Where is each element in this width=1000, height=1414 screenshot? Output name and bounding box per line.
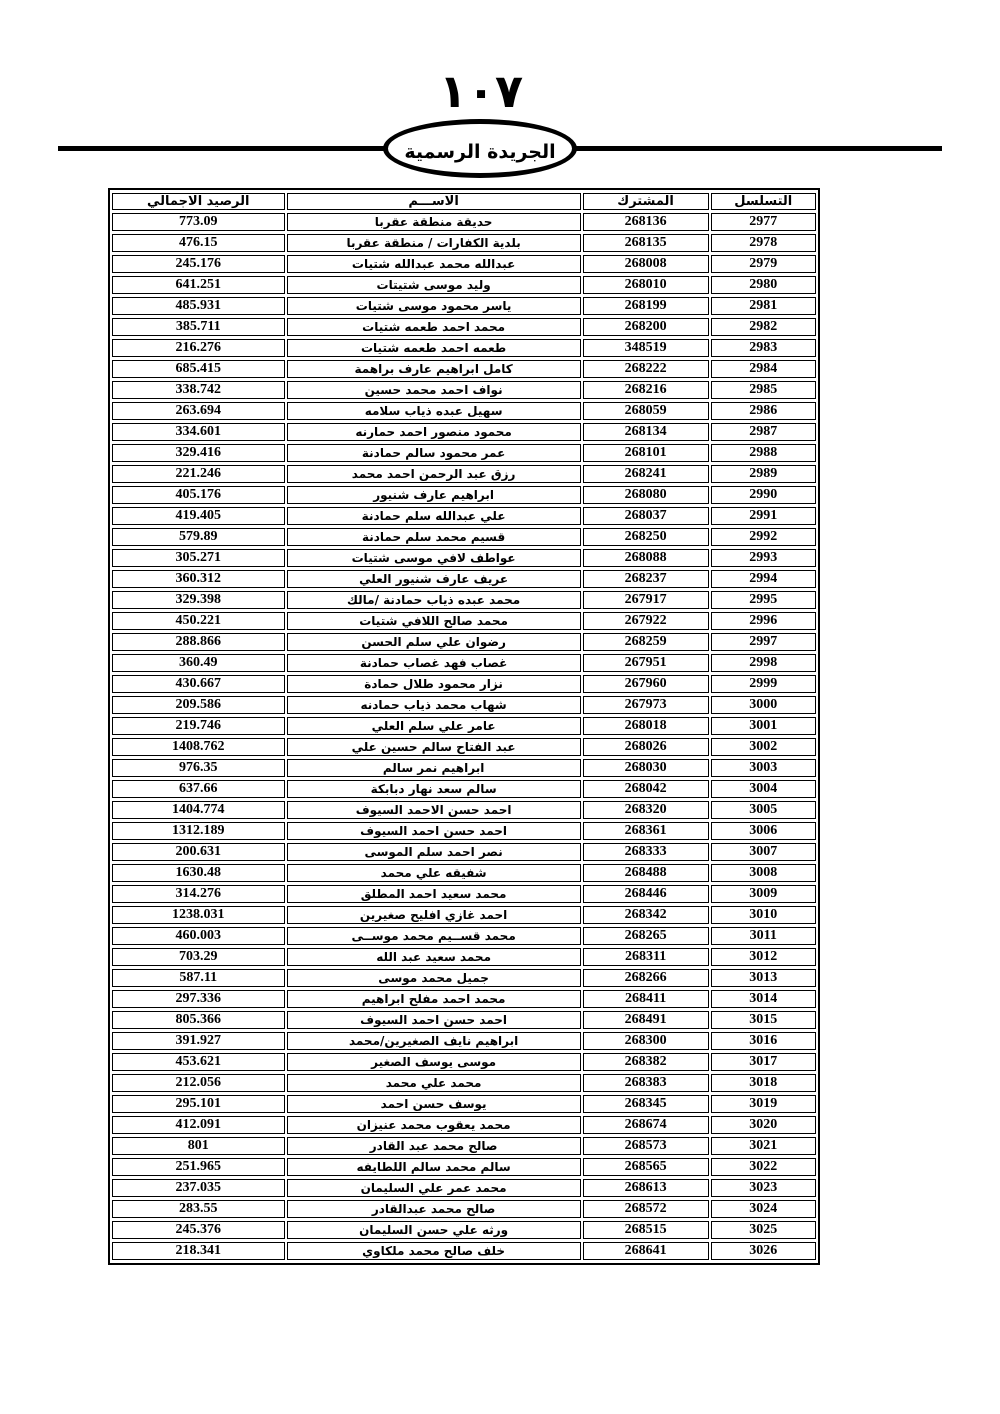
balance-cell: 801	[112, 1137, 285, 1155]
table-row	[112, 570, 816, 588]
serial-cell: 2998	[711, 654, 817, 672]
serial-cell: 3008	[711, 864, 817, 882]
balance-cell: 283.55	[112, 1200, 285, 1218]
table-row	[112, 738, 816, 756]
balance-cell: 221.246	[112, 465, 285, 483]
table-row	[112, 1158, 816, 1176]
name-cell: نواف احمد محمد حسين	[287, 381, 581, 399]
name-cell: احمد حسن احمد السيوف	[287, 1011, 581, 1029]
subscriber-cell: 268200	[583, 318, 709, 336]
subscriber-cell: 268342	[583, 906, 709, 924]
serial-cell: 2987	[711, 423, 817, 441]
serial-cell: 2986	[711, 402, 817, 420]
table-row	[112, 507, 816, 525]
subscriber-cell: 268266	[583, 969, 709, 987]
serial-cell: 3012	[711, 948, 817, 966]
serial-cell: 3007	[711, 843, 817, 861]
balance-cell: 412.091	[112, 1116, 285, 1134]
name-cell: ورثه علي حسن السليمان	[287, 1221, 581, 1239]
name-cell: سالم محمد سالم اللطايفه	[287, 1158, 581, 1176]
serial-cell: 3025	[711, 1221, 817, 1239]
name-cell: عريف عارف شنيور العلي	[287, 570, 581, 588]
balance-cell: 305.271	[112, 549, 285, 567]
serial-cell: 3004	[711, 780, 817, 798]
name-cell: عواطف لافي موسى شتيات	[287, 549, 581, 567]
table-row	[112, 528, 816, 546]
subscriber-cell: 267922	[583, 612, 709, 630]
table-row	[112, 1095, 816, 1113]
name-cell: ابراهيم نايف الصغيرين/محمد	[287, 1032, 581, 1050]
serial-cell: 2999	[711, 675, 817, 693]
table-row	[112, 339, 816, 357]
name-cell: محمد احمد طعمه شتيات	[287, 318, 581, 336]
subscribers-table	[108, 188, 820, 1265]
table-row	[112, 822, 816, 840]
table-row	[112, 633, 816, 651]
gazette-seal-ellipse	[383, 119, 577, 178]
name-cell: وليد موسى شتيتات	[287, 276, 581, 294]
subscriber-cell: 268135	[583, 234, 709, 252]
name-cell: شهاب محمد ذياب حمادنه	[287, 696, 581, 714]
name-cell: صالح محمد عبد القادر	[287, 1137, 581, 1155]
serial-cell: 2985	[711, 381, 817, 399]
balance-cell: 419.405	[112, 507, 285, 525]
balance-cell: 641.251	[112, 276, 285, 294]
table-row	[112, 1200, 816, 1218]
serial-cell: 3021	[711, 1137, 817, 1155]
name-cell: رزق عبد الرحمن احمد محمد	[287, 465, 581, 483]
subscriber-cell: 268008	[583, 255, 709, 273]
table-row	[112, 444, 816, 462]
serial-cell: 3006	[711, 822, 817, 840]
name-cell: محمد قســيم محمد موســى	[287, 927, 581, 945]
name-cell: محمود منصور احمد حمارنه	[287, 423, 581, 441]
subscriber-cell: 267973	[583, 696, 709, 714]
name-cell: محمد علي محمد	[287, 1074, 581, 1092]
table-row	[112, 780, 816, 798]
serial-cell: 2994	[711, 570, 817, 588]
table-row	[112, 1137, 816, 1155]
header-serial: التسلسل	[711, 193, 817, 210]
name-cell: احمد غازي افليح صغيرين	[287, 906, 581, 924]
table-row	[112, 948, 816, 966]
table-row	[112, 759, 816, 777]
balance-cell: 453.621	[112, 1053, 285, 1071]
balance-cell: 245.176	[112, 255, 285, 273]
subscriber-cell: 267917	[583, 591, 709, 609]
balance-cell: 405.176	[112, 486, 285, 504]
table-row	[112, 1221, 816, 1239]
name-cell: غصاب فهد غصاب حمادنة	[287, 654, 581, 672]
subscriber-cell: 268333	[583, 843, 709, 861]
table-row	[112, 717, 816, 735]
table-row	[112, 360, 816, 378]
subscriber-cell: 268613	[583, 1179, 709, 1197]
subscriber-cell: 268222	[583, 360, 709, 378]
table-row	[112, 1074, 816, 1092]
serial-cell: 2988	[711, 444, 817, 462]
subscriber-cell: 268573	[583, 1137, 709, 1155]
balance-cell: 1238.031	[112, 906, 285, 924]
name-cell: عبد الفتاح سالم حسين علي	[287, 738, 581, 756]
serial-cell: 3014	[711, 990, 817, 1008]
balance-cell: 805.366	[112, 1011, 285, 1029]
balance-cell: 329.416	[112, 444, 285, 462]
table-row	[112, 486, 816, 504]
table-row	[112, 801, 816, 819]
subscriber-cell: 268382	[583, 1053, 709, 1071]
balance-cell: 263.694	[112, 402, 285, 420]
subscriber-cell: 268241	[583, 465, 709, 483]
serial-cell: 2978	[711, 234, 817, 252]
page-number: ١٠٧	[438, 64, 524, 118]
table-row	[112, 696, 816, 714]
subscriber-cell: 268259	[583, 633, 709, 651]
subscriber-cell: 268059	[583, 402, 709, 420]
serial-cell: 3017	[711, 1053, 817, 1071]
name-cell: خلف صالح محمد ملكاوي	[287, 1242, 581, 1260]
balance-cell: 200.631	[112, 843, 285, 861]
header-balance: الرصيد الاجمالي	[112, 193, 285, 210]
balance-cell: 1312.189	[112, 822, 285, 840]
table-row	[112, 1116, 816, 1134]
balance-cell: 216.276	[112, 339, 285, 357]
name-cell: كامل ابراهيم عارف براهمة	[287, 360, 581, 378]
serial-cell: 3005	[711, 801, 817, 819]
balance-cell: 460.003	[112, 927, 285, 945]
balance-cell: 219.746	[112, 717, 285, 735]
serial-cell: 3001	[711, 717, 817, 735]
gazette-title: الجريدة الرسمية	[404, 140, 556, 163]
balance-cell: 1408.762	[112, 738, 285, 756]
name-cell: ابراهيم عارف شنيور	[287, 486, 581, 504]
serial-cell: 2981	[711, 297, 817, 315]
balance-cell: 1404.774	[112, 801, 285, 819]
balance-cell: 579.89	[112, 528, 285, 546]
name-cell: حديقة منطقة عقربا	[287, 213, 581, 231]
subscriber-cell: 268101	[583, 444, 709, 462]
subscriber-cell: 268300	[583, 1032, 709, 1050]
balance-cell: 245.376	[112, 1221, 285, 1239]
subscriber-cell: 268674	[583, 1116, 709, 1134]
serial-cell: 3026	[711, 1242, 817, 1260]
subscriber-cell: 268446	[583, 885, 709, 903]
subscriber-cell: 268411	[583, 990, 709, 1008]
name-cell: ابراهيم نمر سالم	[287, 759, 581, 777]
balance-cell: 391.927	[112, 1032, 285, 1050]
subscriber-cell: 268565	[583, 1158, 709, 1176]
serial-cell: 2980	[711, 276, 817, 294]
table-row	[112, 990, 816, 1008]
serial-cell: 3009	[711, 885, 817, 903]
serial-cell: 3011	[711, 927, 817, 945]
serial-cell: 3010	[711, 906, 817, 924]
name-cell: محمد صالح اللافي شتيات	[287, 612, 581, 630]
serial-cell: 2992	[711, 528, 817, 546]
balance-cell: 703.29	[112, 948, 285, 966]
subscriber-cell: 268136	[583, 213, 709, 231]
balance-cell: 450.221	[112, 612, 285, 630]
name-cell: قسيم محمد سلم حمادنة	[287, 528, 581, 546]
serial-cell: 2997	[711, 633, 817, 651]
table-row	[112, 591, 816, 609]
table-row	[112, 276, 816, 294]
name-cell: ياسر محمود موسى شتيات	[287, 297, 581, 315]
subscriber-cell: 268037	[583, 507, 709, 525]
table-row	[112, 1011, 816, 1029]
name-cell: بلدية الكفارات / منطقة عقربا	[287, 234, 581, 252]
balance-cell: 360.312	[112, 570, 285, 588]
subscriber-cell: 268641	[583, 1242, 709, 1260]
table-row	[112, 906, 816, 924]
subscriber-cell: 268311	[583, 948, 709, 966]
balance-cell: 360.49	[112, 654, 285, 672]
subscriber-cell: 268572	[583, 1200, 709, 1218]
name-cell: صالح محمد عبدالقادر	[287, 1200, 581, 1218]
name-cell: سهيل عبده ذياب سلامه	[287, 402, 581, 420]
serial-cell: 2993	[711, 549, 817, 567]
balance-cell: 587.11	[112, 969, 285, 987]
subscriber-cell: 268491	[583, 1011, 709, 1029]
table-row	[112, 927, 816, 945]
balance-cell: 295.101	[112, 1095, 285, 1113]
balance-cell: 476.15	[112, 234, 285, 252]
subscriber-cell: 268088	[583, 549, 709, 567]
subscriber-cell: 268345	[583, 1095, 709, 1113]
serial-cell: 2990	[711, 486, 817, 504]
subscriber-cell: 268080	[583, 486, 709, 504]
serial-cell: 3003	[711, 759, 817, 777]
balance-cell: 218.341	[112, 1242, 285, 1260]
table-header	[112, 193, 816, 210]
table-row	[112, 423, 816, 441]
table-row	[112, 612, 816, 630]
table-row	[112, 255, 816, 273]
table-row	[112, 885, 816, 903]
subscriber-cell: 268010	[583, 276, 709, 294]
subscriber-cell: 268237	[583, 570, 709, 588]
serial-cell: 3013	[711, 969, 817, 987]
serial-cell: 2979	[711, 255, 817, 273]
table-body	[112, 213, 816, 1260]
balance-cell: 338.742	[112, 381, 285, 399]
subscriber-cell: 268216	[583, 381, 709, 399]
name-cell: شفيقه علي محمد	[287, 864, 581, 882]
serial-cell: 3023	[711, 1179, 817, 1197]
table-header-row	[112, 193, 816, 210]
balance-cell: 976.35	[112, 759, 285, 777]
table-row	[112, 1179, 816, 1197]
table-row	[112, 1242, 816, 1260]
name-cell: رضوان علي سلم الحسن	[287, 633, 581, 651]
serial-cell: 2982	[711, 318, 817, 336]
balance-cell: 314.276	[112, 885, 285, 903]
subscriber-cell: 267951	[583, 654, 709, 672]
subscriber-cell: 268018	[583, 717, 709, 735]
serial-cell: 3020	[711, 1116, 817, 1134]
balance-cell: 334.601	[112, 423, 285, 441]
serial-cell: 2995	[711, 591, 817, 609]
balance-cell: 288.866	[112, 633, 285, 651]
name-cell: نزار محمود طلال حمادة	[287, 675, 581, 693]
name-cell: طعمه احمد طعمه شتيات	[287, 339, 581, 357]
table-row	[112, 654, 816, 672]
serial-cell: 3018	[711, 1074, 817, 1092]
subscriber-cell: 268515	[583, 1221, 709, 1239]
table-row	[112, 318, 816, 336]
subscriber-cell: 268042	[583, 780, 709, 798]
serial-cell: 3019	[711, 1095, 817, 1113]
name-cell: محمد عمر علي السليمان	[287, 1179, 581, 1197]
balance-cell: 637.66	[112, 780, 285, 798]
serial-cell: 3022	[711, 1158, 817, 1176]
name-cell: عمر محمود سالم حمادنة	[287, 444, 581, 462]
table-row	[112, 843, 816, 861]
subscriber-cell: 268250	[583, 528, 709, 546]
balance-cell: 1630.48	[112, 864, 285, 882]
table-row	[112, 1053, 816, 1071]
table-row	[112, 549, 816, 567]
name-cell: احمد حسن الاحمد السيوف	[287, 801, 581, 819]
subscriber-cell: 268383	[583, 1074, 709, 1092]
serial-cell: 3015	[711, 1011, 817, 1029]
serial-cell: 2977	[711, 213, 817, 231]
table-row	[112, 381, 816, 399]
table-row	[112, 675, 816, 693]
name-cell: محمد يعقوب محمد عنيزان	[287, 1116, 581, 1134]
subscriber-cell: 268199	[583, 297, 709, 315]
serial-cell: 3016	[711, 1032, 817, 1050]
subscriber-cell: 267960	[583, 675, 709, 693]
balance-cell: 251.965	[112, 1158, 285, 1176]
subscriber-cell: 268134	[583, 423, 709, 441]
balance-cell: 209.586	[112, 696, 285, 714]
name-cell: علي عبدالله سلم حمادنة	[287, 507, 581, 525]
balance-cell: 385.711	[112, 318, 285, 336]
balance-cell: 685.415	[112, 360, 285, 378]
table-row	[112, 1032, 816, 1050]
balance-cell: 485.931	[112, 297, 285, 315]
name-cell: عبدالله محمد عبدالله شتيات	[287, 255, 581, 273]
header-subscriber: المشترك	[583, 193, 709, 210]
name-cell: محمد احمد مفلح ابراهيم	[287, 990, 581, 1008]
balance-cell: 430.667	[112, 675, 285, 693]
balance-cell: 212.056	[112, 1074, 285, 1092]
serial-cell: 2996	[711, 612, 817, 630]
subscriber-cell: 348519	[583, 339, 709, 357]
serial-cell: 3002	[711, 738, 817, 756]
name-cell: احمد حسن احمد السيوف	[287, 822, 581, 840]
table-row	[112, 864, 816, 882]
name-cell: سالم سعد نهار دبابكة	[287, 780, 581, 798]
name-cell: جميل محمد موسى	[287, 969, 581, 987]
name-cell: يوسف حسن احمد	[287, 1095, 581, 1113]
subscriber-cell: 268320	[583, 801, 709, 819]
subscriber-cell: 268030	[583, 759, 709, 777]
balance-cell: 773.09	[112, 213, 285, 231]
name-cell: نصر احمد سلم الموسى	[287, 843, 581, 861]
table-row	[112, 234, 816, 252]
name-cell: محمد سعيد احمد المطلق	[287, 885, 581, 903]
table-row	[112, 465, 816, 483]
balance-cell: 237.035	[112, 1179, 285, 1197]
name-cell: محمد سعيد عبد الله	[287, 948, 581, 966]
header-name: الاســـم	[287, 193, 581, 210]
balance-cell: 297.336	[112, 990, 285, 1008]
subscriber-cell: 268361	[583, 822, 709, 840]
subscriber-cell: 268026	[583, 738, 709, 756]
balance-cell: 329.398	[112, 591, 285, 609]
serial-cell: 3000	[711, 696, 817, 714]
table-row	[112, 297, 816, 315]
serial-cell: 2984	[711, 360, 817, 378]
subscriber-cell: 268488	[583, 864, 709, 882]
serial-cell: 2983	[711, 339, 817, 357]
serial-cell: 2991	[711, 507, 817, 525]
name-cell: عامر علي سلم العلي	[287, 717, 581, 735]
table-row	[112, 402, 816, 420]
serial-cell: 3024	[711, 1200, 817, 1218]
serial-cell: 2989	[711, 465, 817, 483]
name-cell: محمد عبده ذياب حمادنة /مالك	[287, 591, 581, 609]
table-row	[112, 213, 816, 231]
name-cell: موسى يوسف الصغير	[287, 1053, 581, 1071]
subscriber-cell: 268265	[583, 927, 709, 945]
table-row	[112, 969, 816, 987]
